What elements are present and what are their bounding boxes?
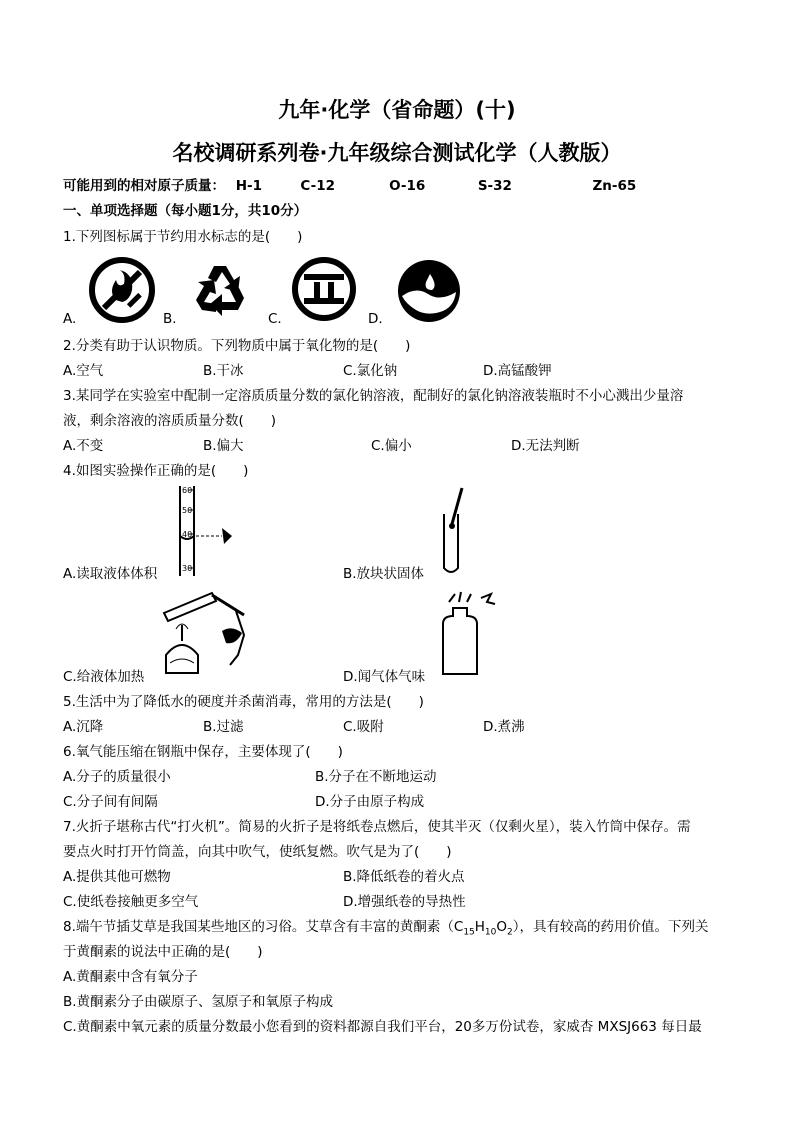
q6-option-c[interactable]: C.分子间有间隔 <box>63 794 158 810</box>
q1-option-d[interactable]: D. <box>368 311 383 327</box>
q1-option-c[interactable]: C. <box>268 311 282 327</box>
q7-stem-line2: 要点火时打开竹筒盖，向其中吹气，使纸复燃。吹气是为了( ) <box>63 844 452 860</box>
water-saving-icon <box>396 258 462 324</box>
q8-option-b[interactable]: B.黄酮素分子由碳原子、氢原子和氧原子构成 <box>63 994 334 1010</box>
q7-option-b[interactable]: B.降低纸卷的着火点 <box>343 869 465 885</box>
q8-stem-part1: 8.端午节插艾草是我国某些地区的习俗。艾草含有丰富的黄酮素（C <box>63 919 464 935</box>
atomic-mass-h: H-1 <box>235 178 262 194</box>
q8-stem-line1 <box>63 915 709 938</box>
q8-option-a[interactable]: A.黄酮素中含有氧分子 <box>63 969 198 985</box>
q8-option-c[interactable]: C.黄酮素中氧元素的质量分数最小您看到的资料都源自我们平台，20多万份试卷，家威杏 MXSJ663 每日最 <box>63 1019 702 1035</box>
q2-option-d[interactable]: D.高锰酸钾 <box>483 363 552 379</box>
atomic-mass-line <box>63 174 636 194</box>
q8-stem-line2: 于黄酮素的说法中正确的是( ) <box>63 944 263 960</box>
q2-option-a[interactable]: A.空气 <box>63 363 104 379</box>
q1-option-a[interactable]: A. <box>63 311 77 327</box>
atomic-mass-s: S-32 <box>477 178 512 194</box>
q4-option-c[interactable]: C.给液体加热 <box>63 669 145 685</box>
q3-option-b[interactable]: B.偏大 <box>203 438 244 454</box>
q3-stem-line2: 液，剩余溶液的溶质质量分数( ) <box>63 413 277 429</box>
q4-option-d[interactable]: D.闻气体气味 <box>343 669 426 685</box>
page-title: 九年·化学（省命题）(十) <box>278 98 516 122</box>
q8-formula-h: H <box>474 919 485 935</box>
cylinder-tick-30: 30 <box>182 564 193 573</box>
q5-stem: 5.生活中为了降低水的硬度并杀菌消毒，常用的方法是( ) <box>63 694 424 710</box>
no-fire-icon <box>86 254 158 326</box>
cylinder-tick-60: 60 <box>182 486 193 495</box>
heating-liquid-figure <box>152 585 256 681</box>
q5-option-d[interactable]: D.煮沸 <box>483 719 525 735</box>
q6-option-d[interactable]: D.分子由原子构成 <box>315 794 425 810</box>
q7-stem-line1: 7.火折子堪称古代“打火机”。简易的火折子是将纸卷点燃后，使其半灭（仅剩火星），装入竹筒中保存。需 <box>63 819 691 835</box>
q3-option-d[interactable]: D.无法判断 <box>511 438 580 454</box>
atomic-mass-c: C-12 <box>300 178 336 194</box>
q3-option-a[interactable]: A.不变 <box>63 438 104 454</box>
q3-stem-line1: 3.某同学在实验室中配制一定溶质质量分数的氯化钠溶液，配制好的氯化钠溶液装瓶时不小心溅出少量溶 <box>63 388 684 404</box>
q7-option-a[interactable]: A.提供其他可燃物 <box>63 869 171 885</box>
q6-option-a[interactable]: A.分子的质量很小 <box>63 769 171 785</box>
q5-option-c[interactable]: C.吸附 <box>343 719 384 735</box>
q8-stem-part2: ），具有较高的药用价值。下列关 <box>512 919 709 935</box>
page-subtitle: 名校调研系列卷·九年级综合测试化学（人教版） <box>172 141 622 165</box>
q8-formula-o: O <box>496 919 508 935</box>
q3-option-c[interactable]: C.偏小 <box>371 438 412 454</box>
q2-stem: 2.分类有助于认识物质。下列物质中属于氧化物的是( ) <box>63 338 411 354</box>
q8-sub-o: 2 <box>507 927 513 938</box>
atomic-mass-zn: Zn-65 <box>592 178 637 194</box>
q4-option-a[interactable]: A.读取液体体积 <box>63 566 158 582</box>
smelling-gas-figure <box>437 590 497 684</box>
q7-option-d[interactable]: D.增强纸卷的导热性 <box>343 894 466 910</box>
q6-stem: 6.氧气能压缩在钢瓶中保存，主要体现了( ) <box>63 744 343 760</box>
q5-option-b[interactable]: B.过滤 <box>203 719 244 735</box>
q5-option-a[interactable]: A.沉降 <box>63 719 104 735</box>
cylinder-tick-50: 50 <box>182 506 193 515</box>
cylinder-scale <box>180 484 200 578</box>
q4-option-b[interactable]: B.放块状固体 <box>343 566 425 582</box>
test-tube-figure <box>436 484 472 578</box>
q1-option-b[interactable]: B. <box>163 311 177 327</box>
q8-sub-h: 10 <box>484 927 497 938</box>
atomic-mass-label: 可能用到的相对原子质量： <box>63 178 225 194</box>
q7-option-c[interactable]: C.使纸卷接触更多空气 <box>63 894 199 910</box>
q1-stem: 1.下列图标属于节约用水标志的是( ) <box>63 229 303 245</box>
section1-heading: 一、单项选择题（每小题1分，共10分） <box>63 203 308 219</box>
q2-option-b[interactable]: B.干冰 <box>203 363 244 379</box>
q2-option-c[interactable]: C.氯化钠 <box>343 363 398 379</box>
cylinder-tick-40: 40 <box>182 530 193 539</box>
toxic-symbol-icon <box>290 254 358 324</box>
q6-option-b[interactable]: B.分子在不断地运动 <box>315 769 437 785</box>
recycle-icon <box>188 258 252 322</box>
q8-sub-c: 15 <box>463 927 475 938</box>
atomic-mass-o: O-16 <box>389 178 426 194</box>
q4-stem: 4.如图实验操作正确的是( ) <box>63 463 249 479</box>
